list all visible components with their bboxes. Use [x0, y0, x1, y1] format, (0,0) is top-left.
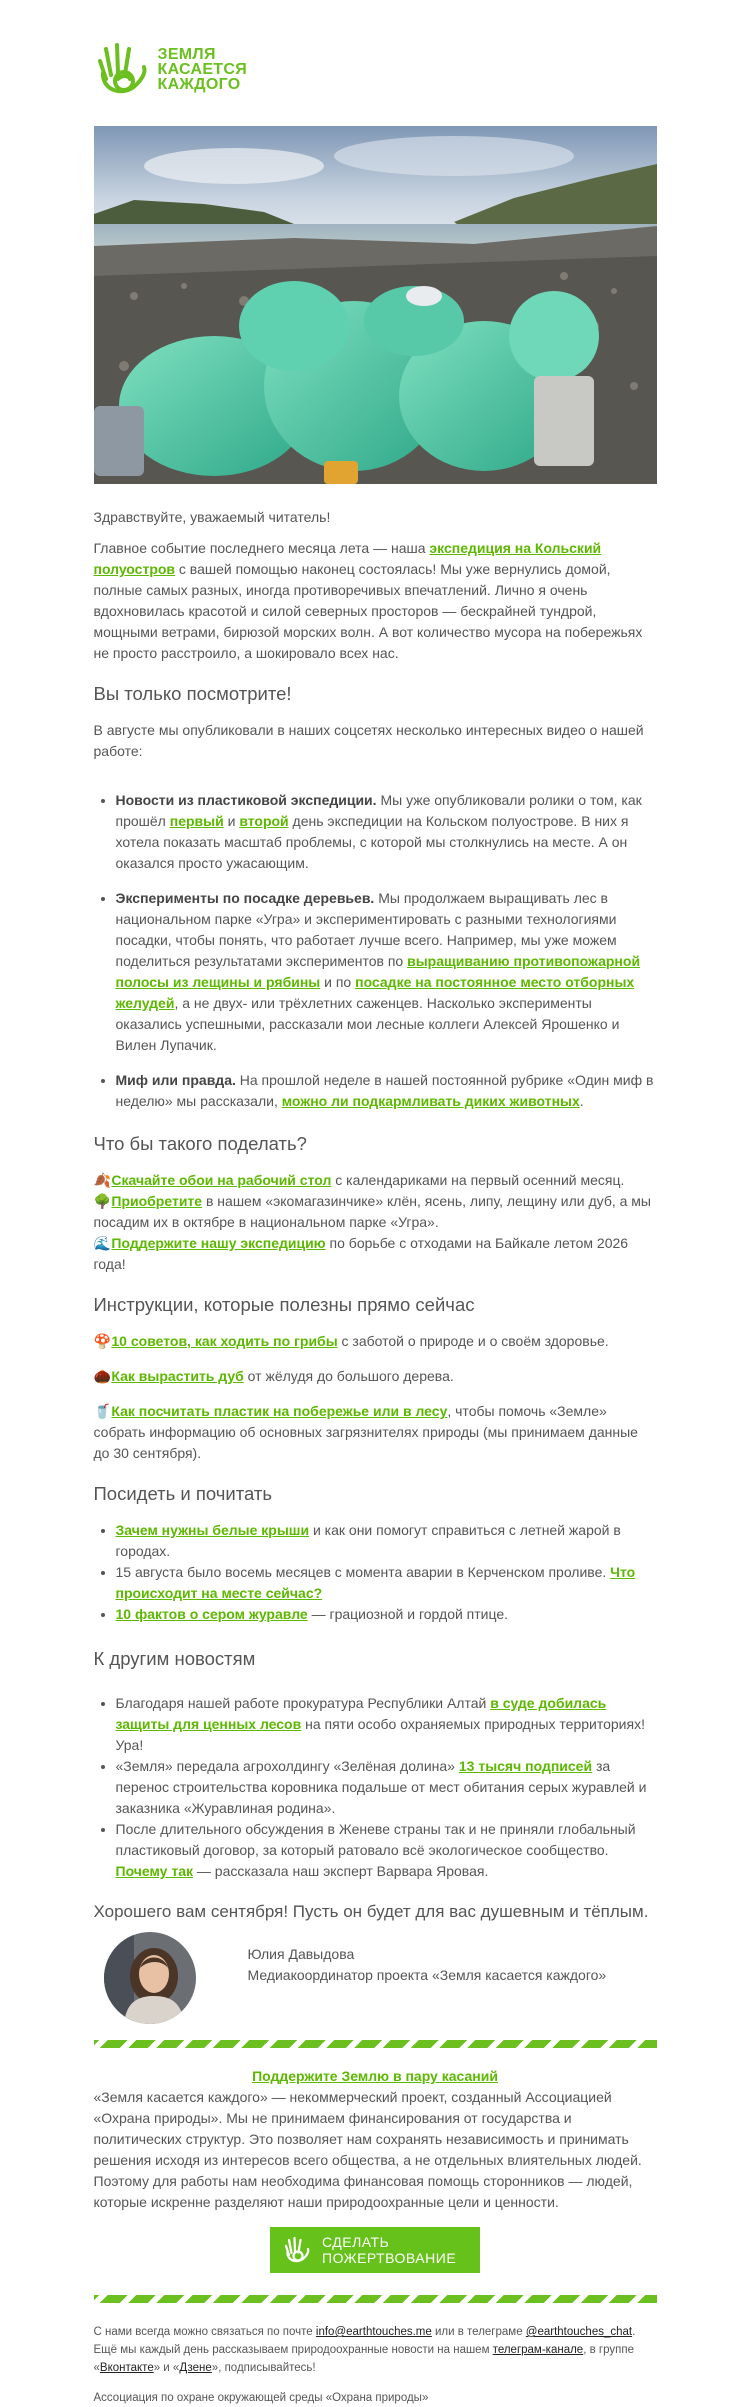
list-item: • Миф или правда. На прошлой неделе в нашей постоянной рубрике «Один миф в неделю» мы рассказали, можно ли подкармливать диких животных. [116, 1070, 657, 1112]
acorn-icon: 🌰 [93, 1368, 111, 1384]
signature-block [94, 1932, 657, 2024]
hand-leaf-logo-icon [94, 39, 150, 99]
beach-trash-bags-image [94, 126, 657, 484]
brand-line-1: ЗЕМЛЯ [157, 45, 216, 63]
signatures-link[interactable]: 13 тысяч подписей [458, 1758, 593, 1774]
vk-link[interactable]: Вконтакте [99, 2362, 154, 2374]
cup-icon: 🥤 [93, 1403, 111, 1419]
instruction-line: 🌰 Как вырастить дуб от жёлудя до большого дерева. [94, 1366, 657, 1387]
section-title-instructions: Инструкции, которые полезны прямо сейчас [93, 1294, 475, 1315]
section-title-reading: Посидеть и почитать [93, 1483, 272, 1504]
author-role: Медиакоординатор проекта «Земля касается каждого» [247, 1967, 607, 1983]
intro-paragraph: Главное событие последнего месяца лета — наша экспедиция на Кольский полуостров с вашей помощью наконец состоялась! Мы уже вернулись домой, полные самых разных, иногда противоречивых впечатлений. Лично я очень вдохновилась красотой и силой северных просторов — бескрайней тундрой, мощными ветрами, бирюзой морских волн. А вот количество мусора на побережьях не просто расстроило, а шокировало всех нас. [93, 540, 643, 661]
hand-leaf-icon [282, 2235, 312, 2265]
second-day-link[interactable]: второй [239, 813, 289, 829]
author-avatar [104, 1932, 196, 2024]
kerch-strait-link[interactable]: Что происходит на месте сейчас? [115, 1564, 636, 1601]
brand-logo[interactable] [94, 0, 657, 102]
telegram-channel-link[interactable]: телеграм-канале [492, 2344, 584, 2356]
support-title-link[interactable]: Поддержите Землю в пару касаний [252, 2068, 498, 2084]
wave-icon: 🌊 [93, 1235, 111, 1251]
mushroom-tips-link[interactable]: 10 советов, как ходить по грибы [111, 1333, 338, 1349]
grow-oak-link[interactable]: Как вырастить дуб [111, 1368, 244, 1384]
list-item: • После длительного обсуждения в Женеве страны так и не приняли глобальный пластиковый договор, за который ратовало всё экологическое сообщество. Почему так — рассказала наш эксперт Варвара Яровая. [116, 1819, 657, 1882]
stripe-divider [94, 2040, 657, 2048]
footer-contacts: С нами всегда можно связаться по почте info@earthtouches.me или в телеграме @earthtouches_chat. Ещё мы каждый день рассказываем природоохранные новости на нашем телеграм-канале, в группе «Вконтакте» и «Дзене», подписывайтесь! [93, 2326, 636, 2374]
reading-list [94, 1520, 657, 1625]
feeding-wild-animals-link[interactable]: можно ли подкармливать диких животных [281, 1093, 580, 1109]
donate-button-label: СДЕЛАТЬ ПОЖЕРТВОВАНИЕ [322, 2234, 457, 2266]
closing-line: Хорошего вам сентября! Пусть он будет для вас душевным и тёплым. [93, 1902, 649, 1921]
footer-org: Ассоциация по охране окружающей среды «Охрана природы» [93, 2392, 429, 2404]
wallpaper-link[interactable]: Скачайте обои на рабочий стол [111, 1172, 332, 1188]
email-container [94, 0, 657, 2407]
count-plastic-link[interactable]: Как посчитать пластик на побережье или в лесу [111, 1403, 448, 1419]
section-lead-videos: В августе мы опубликовали в наших соцсетях несколько интересных видео о нашей работе: [93, 722, 644, 759]
support-expedition-link[interactable]: Поддержите нашу экспедицию [111, 1235, 326, 1251]
section-title-todo: Что бы такого поделать? [93, 1133, 307, 1154]
hero-photo [94, 126, 657, 484]
email-link[interactable]: info@earthtouches.me [315, 2326, 432, 2338]
list-item: • Зачем нужны белые крыши и как они помогут справиться с летней жарой в городах. [116, 1520, 657, 1562]
section-title-news: К другим новостям [93, 1648, 256, 1669]
stripe-divider [94, 2295, 657, 2303]
buy-tree-link[interactable]: Приобретите [111, 1193, 203, 1209]
videos-list [94, 790, 657, 1112]
list-item: • 10 фактов о сером журавле — грациозной и гордой птице. [116, 1604, 657, 1625]
support-title [94, 2066, 657, 2087]
white-roofs-link[interactable]: Зачем нужны белые крыши [115, 1522, 310, 1538]
telegram-chat-link[interactable]: @earthtouches_chat [525, 2326, 633, 2338]
brand-line-2: КАСАЕТСЯ [157, 60, 248, 78]
instruction-line: 🍄 10 советов, как ходить по грибы с заботой о природе и о своём здоровье. [94, 1331, 657, 1352]
list-item: • «Земля» передала агрохолдингу «Зелёная долина» 13 тысяч подписей за перенос строительства коровника подальше от мест обитания серых журавлей и заказника «Журавлиная родина». [116, 1756, 657, 1819]
donate-button[interactable] [270, 2227, 480, 2273]
first-day-link[interactable]: первый [169, 813, 224, 829]
kola-expedition-link[interactable]: экспедиция на Кольский полуостров [93, 540, 602, 577]
todo-lines: 🍂 Скачайте обои на рабочий стол с календариками на первый осенний месяц. 🌳 Приобретите в нашем «экомагазинчике» клён, ясень, липу, лещину или дуб, а мы посадим их в октябре в национальном парке «Угра». 🌊 Поддержите нашу экспедицию по борьбе с отходами на Байкале летом 2026 года! [93, 1172, 651, 1272]
dzen-link[interactable]: Дзене [179, 2362, 212, 2374]
list-item: • Новости из пластиковой экспедиции. Мы уже опубликовали ролики о том, как прошёл первый и второй день экспедиции на Кольском полуострове. В них я хотела показать масштаб проблемы, с которой мы столкнулись на месте. А он оказался просто ужасающим. [116, 790, 657, 874]
mushroom-icon: 🍄 [93, 1333, 111, 1349]
author-name: Юлия Давыдова [247, 1946, 355, 1962]
signature-text [248, 1944, 607, 1986]
acorn-planting-link[interactable]: посадке на постоянное место отборных желудей [115, 974, 635, 1011]
greeting: Здравствуйте, уважаемый читатель! [93, 509, 331, 525]
autumn-leaf-icon: 🍂 [93, 1172, 111, 1188]
brand-line-3: КАЖДОГО [157, 75, 241, 93]
firebreak-experiment-link[interactable]: выращиванию противопожарной полосы из лещины и рябины [115, 953, 641, 990]
why-so-link[interactable]: Почему так [115, 1863, 193, 1879]
grey-crane-facts-link[interactable]: 10 фактов о сером журавле [115, 1606, 308, 1622]
section-title-videos: Вы только посмотрите! [93, 683, 292, 704]
list-item: • Благодаря нашей работе прокуратура Республики Алтай в суде добилась защиты для ценных лесов на пяти особо охраняемых природных территориях! Ура! [116, 1693, 657, 1756]
altai-forests-link[interactable]: в суде добилась защиты для ценных лесов [115, 1695, 607, 1732]
list-item: • 15 августа было восемь месяцев с момента аварии в Керченском проливе. Что происходит на месте сейчас? [116, 1562, 657, 1604]
instruction-line: 🥤 Как посчитать пластик на побережье или в лесу, чтобы помочь «Земле» собрать информацию об основных загрязнителях природы (мы принимаем данные до 30 сентября). [93, 1403, 638, 1461]
support-text: «Земля касается каждого» — некоммерческий проект, созданный Ассоциацией «Охрана природы». Мы не принимаем финансирования от государства и политических структур. Это позволяет нам сохранять независимость и принимать решения исходя из интересов всего общества, а не отдельных влиятельных людей. Поэтому для работы нам необходима финансовая помощь сторонников — людей, которые искренне разделяют наши природоохранные цели и ценности. [93, 2089, 642, 2210]
brand-wordmark [158, 47, 248, 92]
news-list [94, 1693, 657, 1882]
tree-icon: 🌳 [93, 1193, 111, 1209]
list-item: • Эксперименты по посадке деревьев. Мы продолжаем выращивать лес в национальном парке «Угра» и экспериментировать с разными технологиями посадки, чтобы понять, что работает лучше всего. Например, мы уже можем поделиться результатами экспериментов по выращиванию противопожарной полосы из лещины и рябины и по посадке на постоянное место отборных желудей, а не двух- или трёхлетних саженцев. Насколько эксперименты оказались успешными, рассказали мои лесные коллеги Алексей Ярошенко и Вилен Лупачик. [116, 888, 657, 1056]
